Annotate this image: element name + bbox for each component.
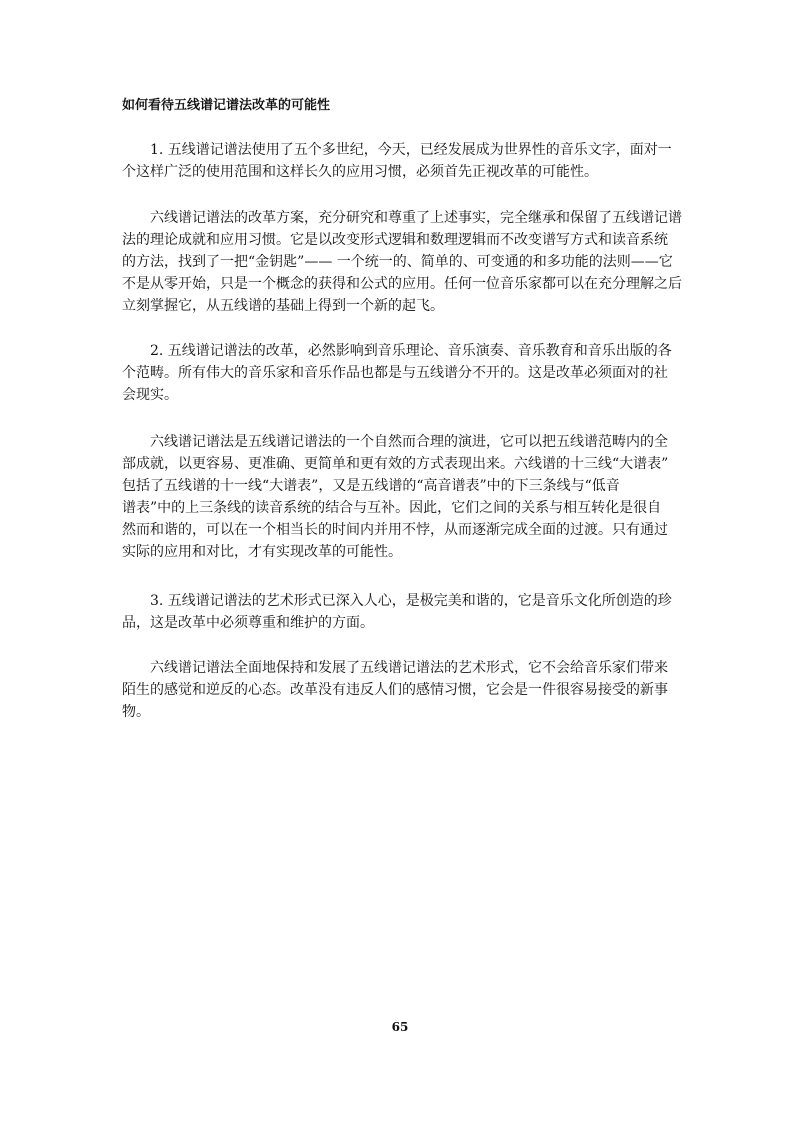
paragraph-line: 会现实。 (122, 387, 178, 403)
paragraph-line: 立刻掌握它，从五线谱的基础上得到一个新的起飞。 (122, 298, 444, 314)
paragraph-line: 个这样广泛的使用范围和这样长久的应用习惯，必须首先正视改革的可能性。 (122, 164, 598, 180)
paragraph-line: 包括了五线谱的十一线“大谱表”，又是五线谱的“高音谱表”中的下三条线与“低音 (122, 478, 620, 494)
paragraph-line: 法的理论成就和应用习惯。它是以改变形式逻辑和数理逻辑而不改变谱写方式和读音系统 (122, 232, 668, 248)
paragraph-line: 不是从零开始，只是一个概念的获得和公式的应用。任何一位音乐家都可以在充分理解之后 (122, 276, 682, 292)
paragraph-line: 实际的应用和对比，才有实现改革的可能性。 (122, 544, 402, 560)
paragraph-2 (122, 207, 682, 317)
paragraph-line: 的方法，找到了一把“金钥匙”—— 一个统一的、简单的、可变通的和多功能的法则——它 (122, 254, 673, 270)
paragraph-line: 2. 五线谱记谱法的改革，必然影响到音乐理论、音乐演奏、音乐教育和音乐出版的各 (122, 343, 672, 359)
paragraph-5 (122, 590, 682, 634)
paragraph-4 (122, 431, 682, 563)
paragraph-line: 3. 五线谱记谱法的艺术形式已深入人心，是极完美和谐的，它是音乐文化所创造的珍 (122, 593, 672, 609)
paragraph-1 (122, 139, 682, 183)
paragraph-line: 六线谱记谱法是五线谱记谱法的一个自然而合理的演进，它可以把五线谱范畴内的全 (122, 434, 668, 450)
paragraph-line: 个范畴。所有伟大的音乐家和音乐作品也都是与五线谱分不开的。这是改革必须面对的社 (122, 365, 668, 381)
paragraph-line: 六线谱记谱法全面地保持和发展了五线谱记谱法的艺术形式，它不会给音乐家们带来 (122, 660, 668, 676)
paragraph-line: 陌生的感觉和逆反的心态。改革没有违反人们的感情习惯，它会是一件很容易接受的新事 (122, 682, 668, 698)
paragraph-6 (122, 657, 682, 723)
page-title: 如何看待五线谱记谱法改革的可能性 (122, 98, 331, 113)
paragraph-line: 然而和谐的，可以在一个相当长的时间内并用不悖，从而逐渐完成全面的过渡。只有通过 (122, 522, 668, 538)
paragraph-3 (122, 340, 682, 406)
paragraph-line: 部成就，以更容易、更准确、更简单和更有效的方式表现出来。六线谱的十三线“大谱表” (122, 456, 669, 472)
paragraph-line: 六线谱记谱法的改革方案，充分研究和尊重了上述事实，完全继承和保留了五线谱记谱 (122, 210, 682, 226)
paragraph-line: 品，这是改革中必须尊重和维护的方面。 (122, 615, 374, 631)
paragraph-line: 物。 (122, 704, 150, 720)
page-number: 65 (391, 1020, 409, 1034)
paragraph-line: 谱表”中的上三条线的读音系统的结合与互补。因此，它们之间的关系与相互转化是很自 (122, 500, 662, 516)
paragraph-line: 1. 五线谱记谱法使用了五个多世纪，今天，已经发展成为世界性的音乐文字，面对一 (122, 142, 672, 158)
